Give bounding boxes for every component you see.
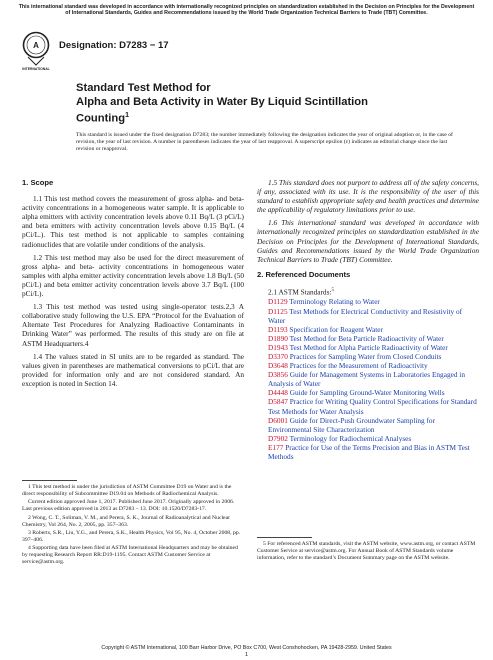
title-line-1: Standard Test Method for [76, 82, 211, 94]
paragraph-1-6: 1.6 This international standard was developed in accordance with internationally recognized principles on standardization established in the Decision on Principles for the Development of International Standards, Guides and Recommendations issued by the World Trade Organization Technical Barriers to Trade (TBT) Committee. [257, 218, 479, 264]
reference-title-link[interactable]: Practices for Sampling Water from Closed Conduits [289, 352, 442, 362]
footnote-4: 4 Supporting data have been filed at ASTM International Headquarters and may be obtained by requesting Research Report RR:D19-1195. Contact ASTM Customer Service at service@astm.org. [22, 545, 238, 566]
reference-item[interactable] [257, 334, 479, 343]
reference-code-link[interactable]: D1193 [268, 324, 288, 334]
footnote-3: 3 Roberts, S.R., Liu, Y.G., and Perera, S.K., Health Physics, Vol 95, No. 4, October 2008, pp. 397–406. [22, 529, 241, 543]
reference-item[interactable] [257, 443, 479, 461]
title-line-3: Counting$^1$ [76, 112, 129, 125]
reference-item[interactable] [257, 370, 479, 388]
right-column [257, 178, 479, 461]
footnote-rule [22, 480, 77, 481]
reference-code-link[interactable]: D5847 [268, 397, 288, 407]
reference-title-link[interactable]: Practices for the Measurement of Radioactivity [289, 361, 428, 371]
reference-list [257, 297, 479, 461]
paragraph-1-3: 1.3 This test method was tested using single-operator tests.2,3 A collaborative study following the U.S. EPA “Protocol for the Evaluation of Alternate Test Procedures for Analyzing Radioactive Contaminants in Drinking Water” was performed. The results of this study are on file at ASTM Headquarters.4 [22, 302, 244, 348]
svg-text:A: A [33, 41, 39, 50]
paragraph-1-1: 1.1 This test method covers the measurement of gross alpha- and beta- activity concentrations in a homogeneous water sample. It is applicable to alpha emitters with activity concentration levels above 0.11 Bq/L (3 pCi/L) and beta emitters with activity concentration levels above 0.15 Bq/L (4 pCi/L.). This test method is not applicable to samples containing radionuclides that are volatile under conditions of the analysis. [22, 194, 244, 249]
paragraph-1-5: 1.5 This standard does not purport to address all of the safety concerns, if any, associated with its use. It is the responsibility of the user of this standard to establish appropriate safety and health practices and determine the applicability of regulatory limitations prior to use. [257, 178, 479, 215]
astm-logo [22, 31, 50, 71]
reference-item[interactable] [257, 397, 479, 415]
reference-code-link[interactable]: D1943 [268, 342, 288, 352]
reference-title-link[interactable]: Test Method for Alpha Particle Radioactivity of Water [289, 342, 448, 352]
paragraph-1-4: 1.4 The values stated in SI units are to be regarded as standard. The values given in parentheses are mathematical conversions to pCi/L that are provided for information only and are not considered standard. An exception is noted in Section 14. [22, 351, 244, 388]
reference-title-link[interactable]: Test Method for Beta Particle Radioactivity of Water [289, 333, 444, 343]
reference-code-link[interactable]: D4448 [268, 388, 288, 398]
reference-code-link[interactable]: D1890 [268, 333, 288, 343]
reference-title-link[interactable]: Guide for Direct-Push Groundwater Sampling for Environmental Site Characterization [268, 415, 435, 434]
reference-title-link[interactable]: Test Methods for Electrical Conductivity and Resistivity of Water [268, 306, 463, 325]
reference-item[interactable] [257, 307, 479, 325]
logo-label: INTERNATIONAL [22, 67, 50, 71]
reference-title-link[interactable]: Guide for Sampling Ground-Water Monitoring Wells [289, 388, 445, 398]
reference-item[interactable] [257, 434, 479, 443]
reference-code-link[interactable]: D1125 [268, 306, 288, 316]
reference-code-link[interactable]: D3648 [268, 361, 288, 371]
reference-item[interactable] [257, 388, 479, 397]
document-title [76, 82, 456, 126]
section-heading-references: 2. Referenced Documents [257, 269, 351, 279]
footnotes-left [22, 480, 244, 567]
reference-code-link[interactable]: E177 [268, 442, 284, 452]
tbt-notice: This international standard was developed in accordance with internationally recognized principles on standardization established in the Decision on Principles for the Development of International Standards, Guides and Recommendations issued by the World Trade Organization Technical Barriers to Trade (TBT) Committee. [18, 4, 475, 17]
footnote-5: 5 For referenced ASTM standards, visit the ASTM website, www.astm.org, or contact ASTM Customer Service at service@astm.org. For Annual Book of ASTM Standards volume information, refer to the standard’s Document Summary page on the ASTM website. [257, 541, 476, 561]
designation: Designation: D7283 − 17 [59, 40, 169, 51]
reference-title-link[interactable]: Terminology for Radiochemical Analyses [289, 433, 412, 443]
page-number: 1 [244, 652, 249, 658]
section-heading-scope: 1. Scope [22, 178, 54, 187]
reference-item[interactable] [257, 343, 479, 352]
reference-code-link[interactable]: D3856 [268, 370, 288, 380]
reference-title-link[interactable]: Terminology Relating to Water [289, 297, 380, 307]
footnote-1: 1 This test method is under the jurisdiction of ASTM Committee D19 on Water and is the direct responsibility of Subcommittee D19.04 on Methods of Radiochemical Analysis. [22, 484, 232, 497]
reference-item[interactable] [257, 361, 479, 370]
reference-item[interactable] [257, 352, 479, 361]
reference-code-link[interactable]: D7902 [268, 433, 288, 443]
reference-title-link[interactable]: Guide for Management Systems in Laboratories Engaged in Analysis of Water [268, 370, 465, 389]
footnote-1-edition: Current edition approved June 1, 2017. Published June 2017. Originally approved in 2006. Last previous edition approved in 2013 as D7283 – 13. DOI: 10.1520/D7283-17. [22, 499, 235, 513]
left-column [22, 178, 244, 392]
footnotes-right [257, 537, 479, 563]
issued-statement: This standard is issued under the fixed designation D7283; the number immediately following the designation indicates the year of original adoption or, in the case of revision, the year of last revision. A number in parentheses indicates the year of last reapproval. A superscript epsilon (ε) indicates an editorial change since the last revision or reapproval. [76, 132, 453, 153]
paragraph-1-2: 1.2 This test method may also be used for the direct measurement of gross alpha- and beta- activity concentrations in homogeneous water samples with alpha emitter activity concentration levels above 1.8 Bq/L (50 pCi/L) and beta emitter activity concentration levels above 3.7 Bq/L (100 pCi/L). [22, 252, 244, 299]
footnote-rule [257, 537, 312, 538]
reference-code-link[interactable]: D6001 [268, 415, 288, 425]
reference-code-link[interactable]: D1129 [268, 297, 288, 307]
reference-title-link[interactable]: Practice for Use of the Terms Precision and Bias in ASTM Test Methods [268, 442, 470, 462]
title-line-2: Alpha and Beta Activity in Water By Liquid Scintillation [76, 95, 368, 108]
copyright-footer: Copyright © ASTM International, 100 Barr Harbor Drive, PO Box C700, West Conshohocken, PA 19428-2959. United States [101, 645, 392, 651]
reference-item[interactable] [257, 297, 479, 306]
astm-standards-subheading: 2.1 ASTM Standards:$^5$ [268, 287, 334, 297]
footnote-2: 2 Wong, C. T., Soliman, V. M., and Perera, S. K., Journal of Radioanalytical and Nuclear Chemistry, Vol 264, No. 2, 2005, pp. 357–363. [22, 514, 230, 528]
reference-code-link[interactable]: D3370 [268, 352, 288, 362]
reference-item[interactable] [257, 416, 479, 434]
reference-item[interactable] [257, 325, 479, 334]
reference-title-link[interactable]: Specification for Reagent Water [289, 324, 383, 334]
reference-title-link[interactable]: Practice for Writing Quality Control Specifications for Standard Test Methods for Water Analysis [268, 397, 477, 416]
